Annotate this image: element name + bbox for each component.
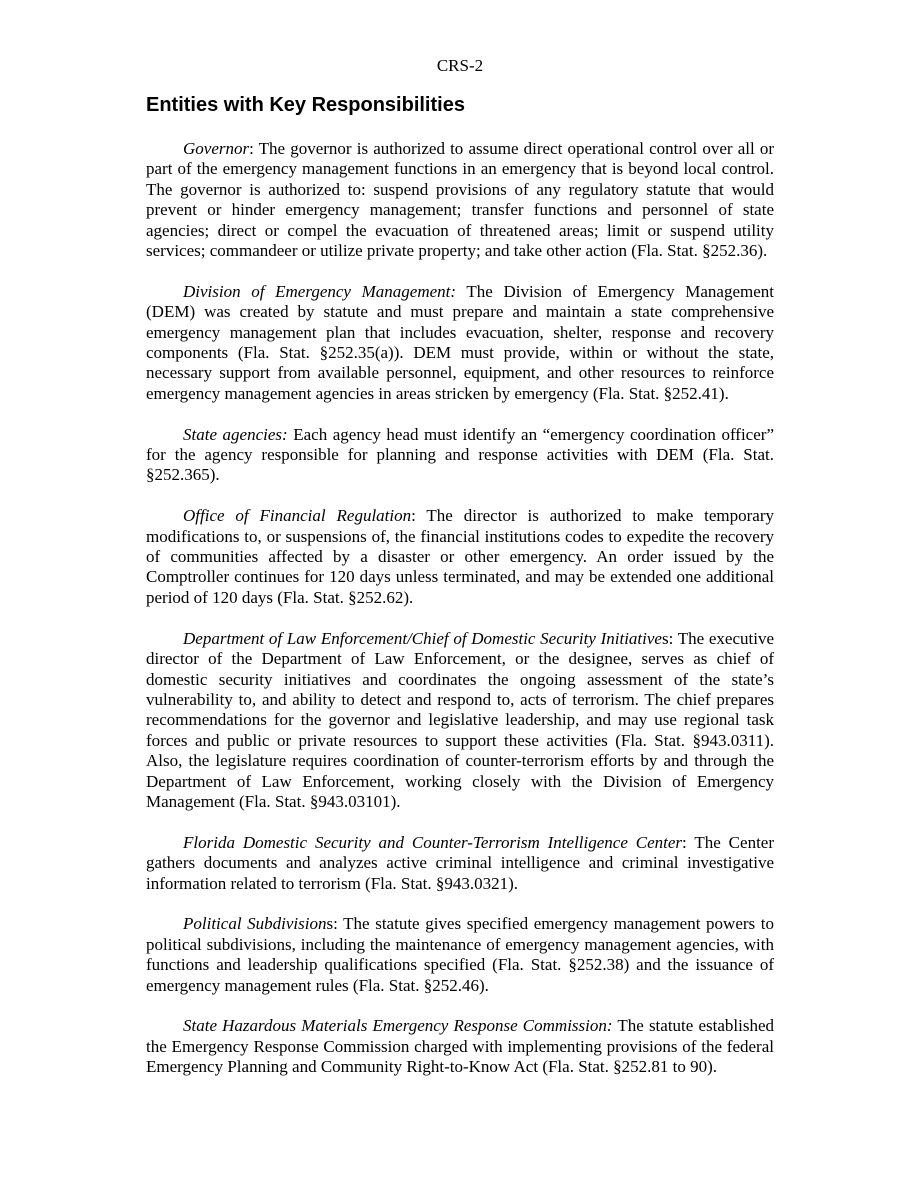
entity-term: State Hazardous Materials Emergency Response Commission: (183, 1016, 613, 1036)
entity-term: Political Subdivision (183, 914, 327, 934)
paragraph-text: Each agency head must identify an “emergency coordination officer” for the agency responsible for planning and response activities with DEM (Fla. Stat. §252.365). (146, 424, 774, 485)
section-heading: Entities with Key Responsibilities (146, 94, 465, 116)
entity-term: Governor (183, 139, 250, 158)
paragraph-text: The statute established the Emergency Response Commission charged with implementing provisions of the federal Emergency Planning and Community Right-to-Know Act (Fla. Stat. §252.81 to 90). (146, 1016, 774, 1077)
paragraph-text: : The governor is authorized to assume direct operational control over all or part of the emergency management functions in an emergency that is beyond local control. The governor is authorized to: suspend provisions of any regulatory statute that would prevent or hinder emergency management; transfer functions and personnel of state agencies; direct or compel the evacuation of threatened areas; limit or suspend utility services; commandeer or utilize private property; and take other action (Fla. Stat. §252.36). (146, 139, 774, 261)
term-suffix: s (661, 628, 669, 648)
entity-term: Division of Emergency Management: (183, 281, 457, 301)
paragraph-text: : The statute gives specified emergency management powers to political subdivisions, including the maintenance of emergency management agencies, with functions and leadership qualifications specified (Fla. Stat. §252.38) and the issuance of emergency management rules (Fla. Stat. §252.46). (146, 914, 774, 995)
paragraph-state-agencies (146, 425, 774, 486)
paragraph-political-subdivisions (146, 914, 774, 996)
paragraph-text: : The Center gathers documents and analyzes active criminal intelligence and criminal investigative information related to terrorism (Fla. Stat. §943.0321). (146, 832, 774, 893)
entity-term: Office of Financial Regulation (183, 506, 412, 526)
paragraph-text: : The executive director of the Department of Law Enforcement, or the designee, serves as chief of domestic security initiatives and coordinates the ongoing assessment of the state’s vulnerability to, and ability to detect and respond to, acts of terrorism. The chief prepares recommendations for the governor and legislative leadership, and may use regional task forces and public or private resources to support these activities (Fla. Stat. §943.0311). Also, the legislature requires coordination of counter-terrorism efforts by and through the Department of Law Enforcement, working closely with the Division of Emergency Management (Fla. Stat. §943.03101). (146, 628, 774, 811)
paragraph-law-enforcement (146, 629, 774, 813)
entity-term: Florida Domestic Security and Counter-Terrorism Intelligence Center (183, 832, 683, 852)
paragraph-text: : The director is authorized to make temporary modifications to, or suspensions of, the financial institutions codes to expedite the recovery of communities affected by a disaster or other emergency. An order issued by the Comptroller continues for 120 days unless terminated, and may be extended one additional period of 120 days (Fla. Stat. §252.62). (146, 506, 774, 607)
term-suffix: s (326, 914, 334, 934)
entity-term: State agencies: (183, 424, 288, 444)
paragraph-division-emergency-management (146, 282, 774, 404)
document-body (146, 139, 774, 1098)
paragraph-hazmat-commission (146, 1016, 774, 1077)
entity-term: Department of Law Enforcement/Chief of Domestic Security Initiative (183, 628, 662, 648)
paragraph-text: The Division of Emergency Management (DEM) was created by statute and must prepare and maintain a state comprehensive emergency management plan that includes evacuation, shelter, response and recovery components (Fla. Stat. §252.35(a)). DEM must provide, within or without the state, necessary support from available personnel, equipment, and other resources to reinforce emergency management agencies in areas stricken by emergency (Fla. Stat. §252.41). (146, 281, 775, 403)
page-number-header: CRS-2 (436, 56, 484, 75)
paragraph-governor (146, 139, 774, 261)
paragraph-financial-regulation (146, 506, 774, 608)
paragraph-intelligence-center (146, 833, 774, 894)
